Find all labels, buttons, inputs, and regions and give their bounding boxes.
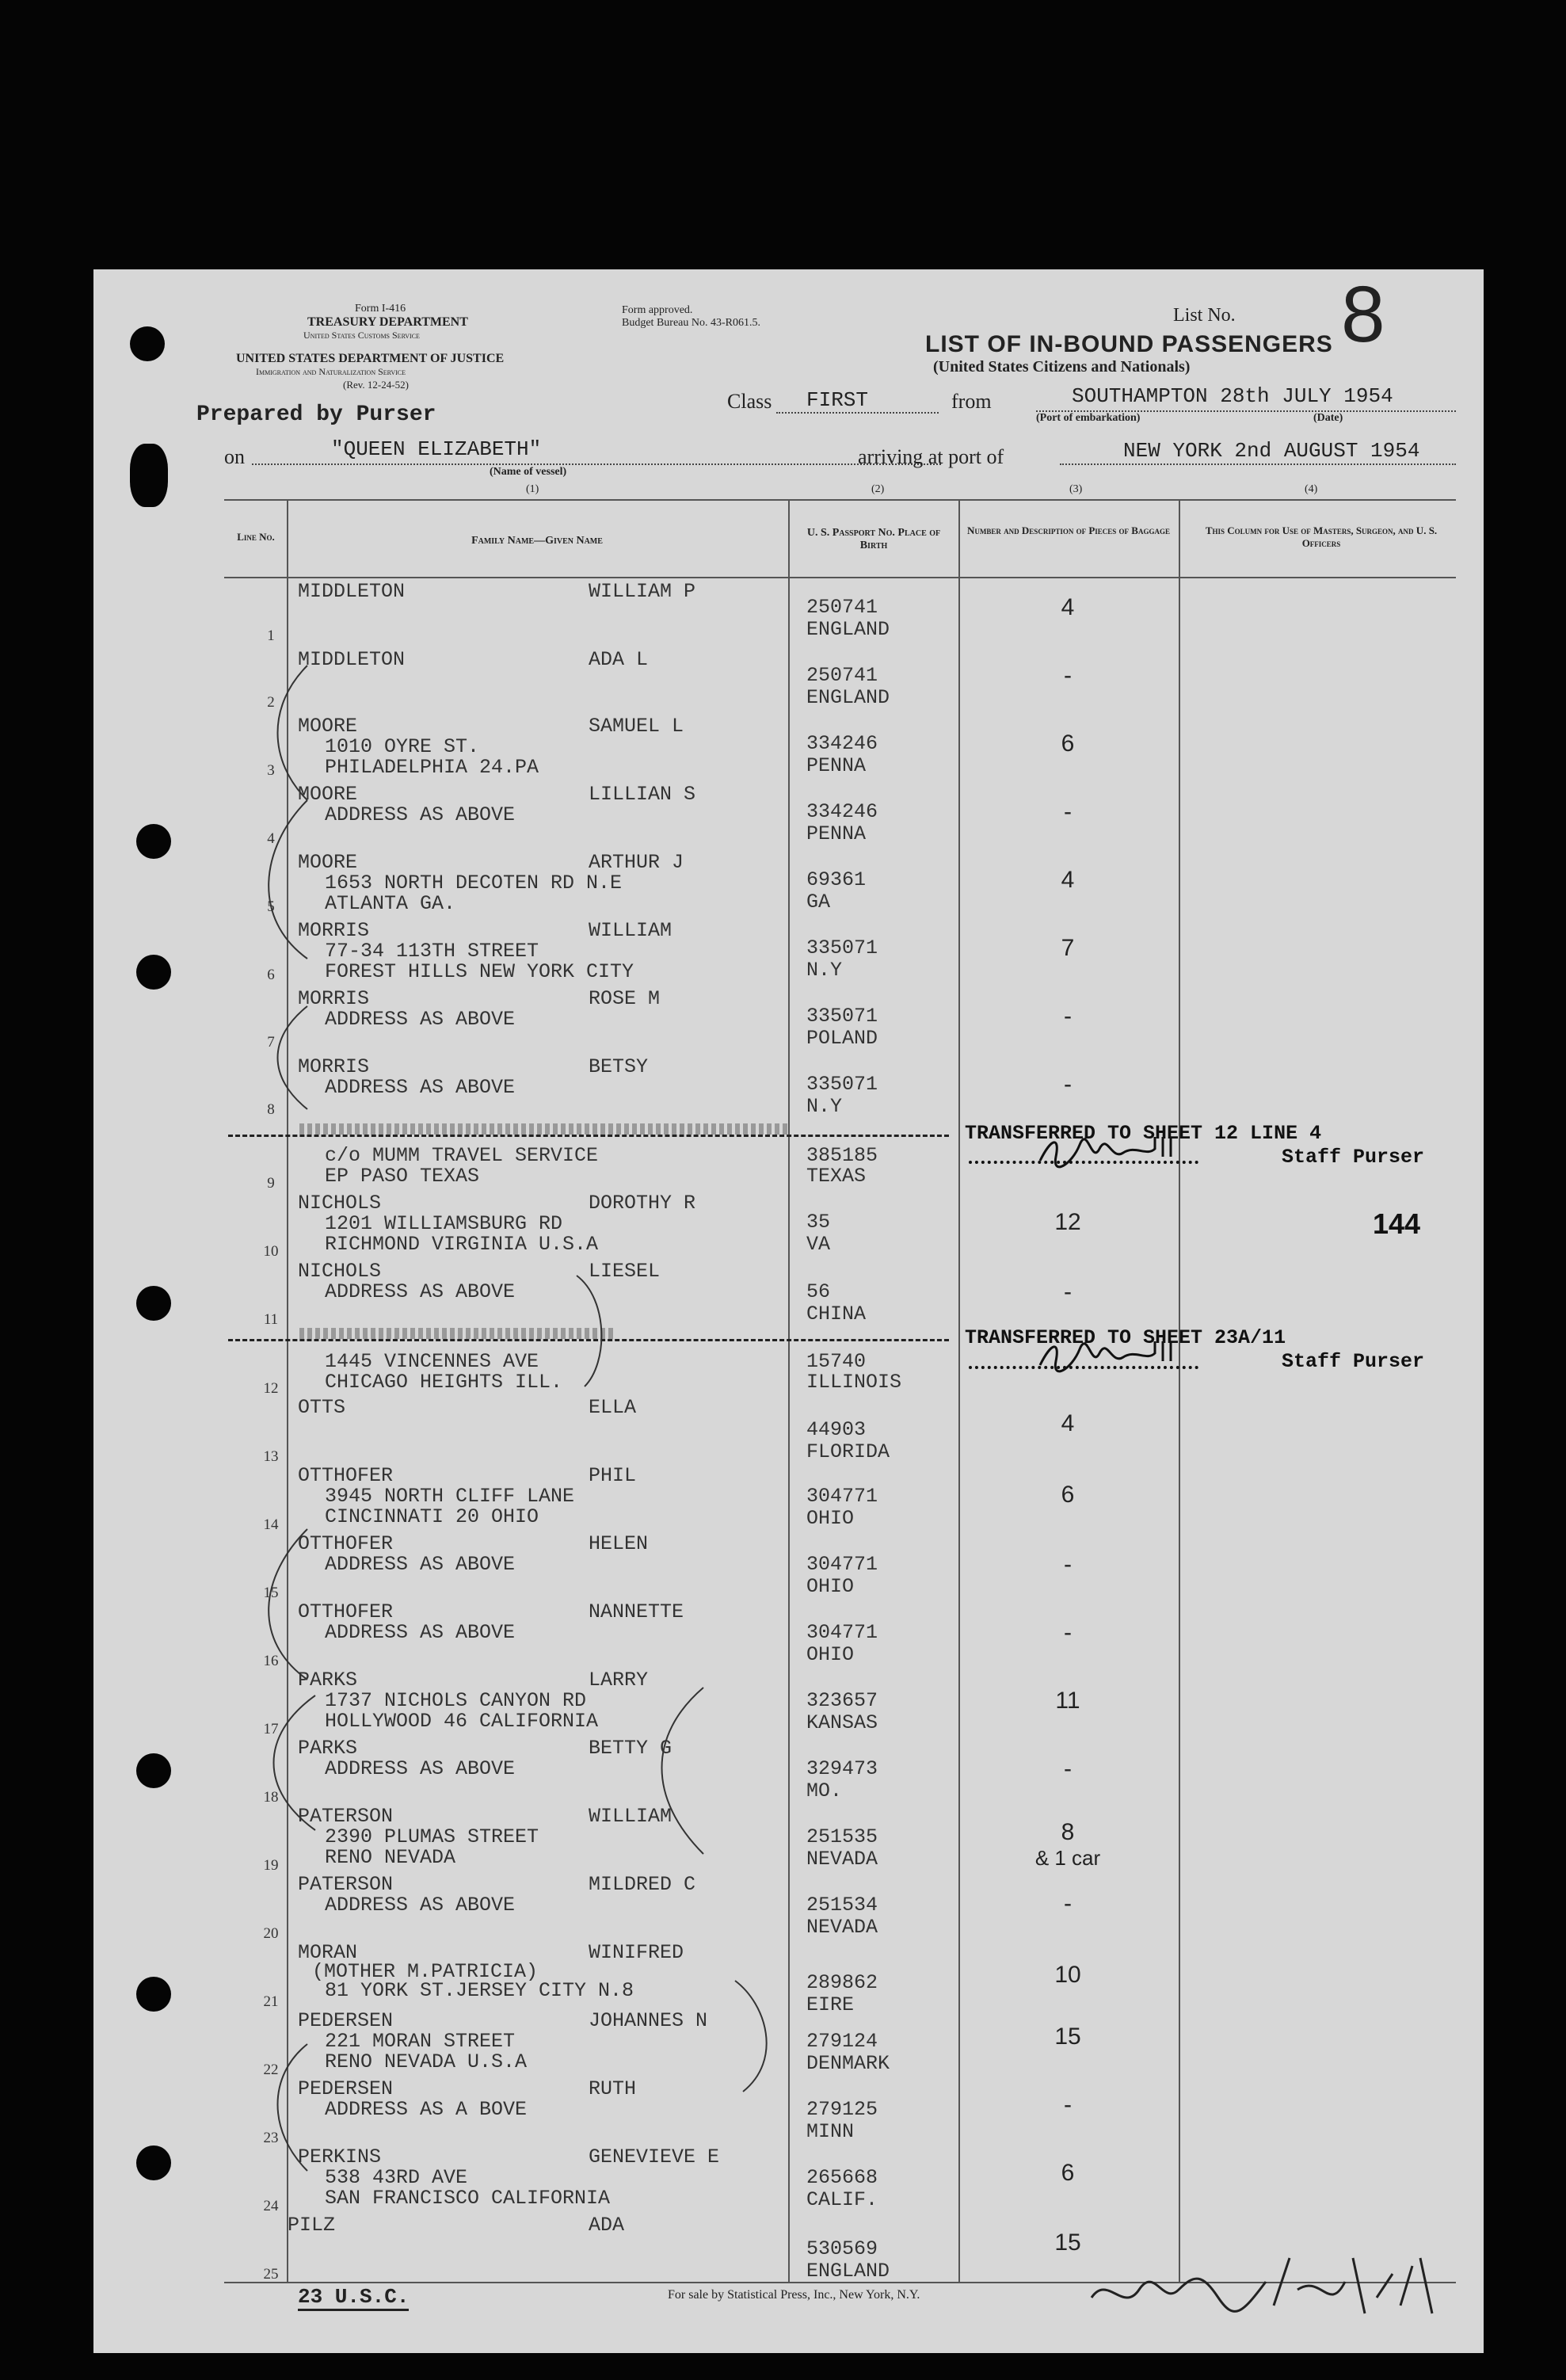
given-name: WILLIAM P <box>589 580 696 603</box>
passport-number: 304771 <box>806 1621 878 1644</box>
place-of-birth: EIRE <box>806 1993 855 2016</box>
transfer-note: TRANSFERRED TO SHEET 23A/11 <box>965 1326 1286 1349</box>
on-label: on <box>224 445 245 468</box>
family-name: MIDDLETON <box>298 580 406 603</box>
family-name: MORRIS <box>298 987 370 1010</box>
place-of-birth: OHIO <box>806 1643 855 1666</box>
place-of-birth: PENNA <box>806 754 867 777</box>
passport-number: 251535 <box>806 1825 878 1848</box>
passport-number: 44903 <box>806 1418 867 1441</box>
place-of-birth: OHIO <box>806 1575 855 1598</box>
place-of-birth: FLORIDA <box>806 1440 890 1463</box>
address-line-1: 221 MORAN STREET <box>325 2030 516 2053</box>
baggage-count: - <box>1064 1890 1072 1917</box>
header-family-name: Family Name—Given Name <box>471 535 603 547</box>
customs-service: United States Customs Service <box>303 330 420 341</box>
binder-hole <box>136 1286 171 1321</box>
line-number: 9 <box>267 1175 275 1192</box>
family-name: PATERSON <box>298 1805 394 1828</box>
col-number-3: (3) <box>1069 483 1083 495</box>
address-line-2: EP PASO TEXAS <box>325 1165 480 1188</box>
revision-date: (Rev. 12-24-52) <box>343 379 409 391</box>
given-name: BETSY <box>589 1055 649 1078</box>
place-of-birth: ENGLAND <box>806 618 890 641</box>
passport-number: 15740 <box>806 1350 867 1373</box>
address-line-1: ADDRESS AS ABOVE <box>325 1621 516 1644</box>
baggage-count: 10 <box>1054 1962 1081 1988</box>
family-name: MOORE <box>298 715 358 738</box>
table-top-rule <box>224 499 1456 501</box>
given-name: LARRY <box>589 1669 649 1692</box>
given-name: ROSE M <box>589 987 661 1010</box>
line-number: 13 <box>263 1448 279 1465</box>
arriving-underline <box>1060 463 1456 465</box>
class-underline <box>776 412 939 414</box>
baggage-count: - <box>1064 1071 1072 1097</box>
place-of-birth: NEVADA <box>806 1916 878 1939</box>
address-line-1: 538 43RD AVE <box>325 2166 468 2189</box>
line-number: 14 <box>263 1516 279 1533</box>
family-name: MIDDLETON <box>298 648 406 671</box>
line-number: 11 <box>263 1311 279 1328</box>
family-name: MOORE <box>298 851 358 874</box>
form-number: Form I-416 <box>355 303 406 315</box>
col-number-1: (1) <box>526 483 539 495</box>
place-of-birth: MINN <box>806 2120 855 2143</box>
header-officers: This Column for Use of Masters, Surgeon, and U. S. Officers <box>1205 524 1438 549</box>
col-number-4: (4) <box>1305 483 1318 495</box>
given-name: BETTY G <box>589 1737 673 1760</box>
address-line-1: ADDRESS AS ABOVE <box>325 1553 516 1576</box>
col-number-2: (2) <box>871 483 885 495</box>
place-of-birth: NEVADA <box>806 1848 878 1871</box>
baggage-count: 6 <box>1061 1482 1075 1508</box>
header-line-no: Line No. <box>237 531 275 543</box>
baggage-count: - <box>1064 1551 1072 1577</box>
address-line-2: CHICAGO HEIGHTS ILL. <box>325 1371 563 1394</box>
passport-number: 279124 <box>806 2030 878 2053</box>
passport-number: 35 <box>806 1211 831 1234</box>
list-no-label: List No. <box>1173 305 1236 326</box>
place-of-birth: GA <box>806 891 831 913</box>
address-line-1: ADDRESS AS ABOVE <box>325 1757 516 1780</box>
baggage-count: - <box>1064 1619 1072 1646</box>
given-name: LILLIAN S <box>589 783 696 806</box>
purser-signature <box>1036 1337 1195 1381</box>
header-baggage: Number and Description of Pieces of Baggage <box>967 524 1170 536</box>
line-number: 3 <box>267 762 275 779</box>
place-of-birth: ENGLAND <box>806 2260 890 2283</box>
baggage-count: 8 <box>1061 1819 1075 1845</box>
line-number: 12 <box>263 1380 279 1397</box>
address-line-1: 77-34 113TH STREET <box>325 940 539 963</box>
address-line-1: 1445 VINCENNES AVE <box>325 1350 539 1373</box>
baggage-count: 12 <box>1054 1209 1081 1235</box>
line-number: 2 <box>267 694 275 711</box>
family-name: PEDERSEN <box>298 2077 394 2100</box>
vessel-caption: (Name of vessel) <box>490 466 567 478</box>
port-embarkation-caption: (Port of embarkation) <box>1036 412 1141 424</box>
baggage-count: - <box>1064 1756 1072 1782</box>
line-number: 20 <box>263 1925 279 1942</box>
baggage-count: - <box>1064 1279 1072 1305</box>
given-name: NANNETTE <box>589 1600 684 1623</box>
line-number: 25 <box>263 2266 279 2283</box>
given-name: MILDRED C <box>589 1873 696 1896</box>
family-name: PERKINS <box>298 2145 382 2168</box>
baggage-count: 4 <box>1061 1410 1075 1436</box>
officer-note: 144 <box>1373 1207 1421 1240</box>
line-number: 17 <box>263 1721 279 1737</box>
class-value: FIRST <box>806 388 869 412</box>
address-line-2: CINCINNATI 20 OHIO <box>325 1505 539 1528</box>
address-line-1: 1010 OYRE ST. <box>325 735 480 758</box>
handwritten-brackets <box>236 586 838 2290</box>
address-line-1: ADDRESS AS ABOVE <box>325 1280 516 1303</box>
address-line-1: ADDRESS AS ABOVE <box>325 1894 516 1917</box>
line-number: 16 <box>263 1653 279 1669</box>
baggage-count: 15 <box>1054 2023 1081 2050</box>
vessel-name: "QUEEN ELIZABETH" <box>331 437 542 461</box>
passport-number: 335071 <box>806 1073 878 1096</box>
staff-purser-label: Staff Purser <box>1282 1146 1425 1169</box>
immigration-service: Immigration and Naturalization Service <box>256 366 406 377</box>
given-name: ADA <box>589 2214 625 2237</box>
given-name: JOHANNES N <box>589 2009 708 2032</box>
passport-number: 265668 <box>806 2166 878 2189</box>
line-number: 19 <box>263 1857 279 1874</box>
header-passport: U. S. Passport No. Place of Birth <box>806 527 941 551</box>
given-name: WILLIAM <box>589 1805 673 1828</box>
address-line-2: ATLANTA GA. <box>325 892 456 915</box>
given-name: HELEN <box>589 1532 649 1555</box>
binder-hole <box>136 955 171 990</box>
treasury-department: TREASURY DEPARTMENT <box>307 315 468 329</box>
passport-number: 334246 <box>806 800 878 823</box>
manifest-sheet <box>93 269 1484 2353</box>
document-title: LIST OF IN-BOUND PASSENGERS <box>925 331 1333 357</box>
place-of-birth: ILLINOIS <box>806 1371 902 1394</box>
family-name: NICHOLS <box>298 1192 382 1215</box>
line-number: 5 <box>267 898 275 915</box>
table-header-rule <box>224 577 1456 578</box>
place-of-birth: TEXAS <box>806 1165 867 1188</box>
address-line-2: FOREST HILLS NEW YORK CITY <box>325 960 634 983</box>
family-name: MOORE <box>298 783 358 806</box>
given-name: ELLA <box>589 1396 637 1419</box>
given-name: LIESEL <box>589 1260 661 1283</box>
binder-hole <box>136 1977 171 2012</box>
address-line-1: 1737 NICHOLS CANYON RD <box>325 1689 587 1712</box>
baggage-count: 6 <box>1061 2160 1075 2186</box>
baggage-count: 15 <box>1054 2229 1081 2256</box>
address-line-1: ADDRESS AS ABOVE <box>325 803 516 826</box>
address-line-2: PHILADELPHIA 24.PA <box>325 756 539 779</box>
given-name: GENEVIEVE E <box>589 2145 720 2168</box>
line-number: 4 <box>267 830 275 847</box>
place-of-birth: CHINA <box>806 1303 867 1325</box>
form-approved: Form approved. <box>622 304 693 316</box>
address-line-1: 3945 NORTH CLIFF LANE <box>325 1485 575 1508</box>
address-line-2: RENO NEVADA <box>325 1846 456 1869</box>
address-line-2: SAN FRANCISCO CALIFORNIA <box>325 2187 611 2210</box>
address-line-2: RENO NEVADA U.S.A <box>325 2050 528 2073</box>
address-line-2: RICHMOND VIRGINIA U.S.A <box>325 1233 599 1256</box>
passport-number: 56 <box>806 1280 831 1303</box>
justice-department: UNITED STATES DEPARTMENT OF JUSTICE <box>236 352 505 365</box>
baggage-count: 4 <box>1061 594 1075 620</box>
passport-number: 385185 <box>806 1144 878 1167</box>
place-of-birth: OHIO <box>806 1507 855 1530</box>
address-line-1: ADDRESS AS A BOVE <box>325 2098 528 2121</box>
document-subtitle: (United States Citizens and Nationals) <box>933 358 1191 376</box>
col-baggage-divider <box>1179 499 1180 2282</box>
given-name: WILLIAM <box>589 919 673 942</box>
line-number: 23 <box>263 2130 279 2146</box>
passport-number: 329473 <box>806 1757 878 1780</box>
place-of-birth: PENNA <box>806 822 867 845</box>
passport-number: 250741 <box>806 596 878 619</box>
passport-number: 289862 <box>806 1971 878 1994</box>
col-passport-divider <box>958 499 960 2282</box>
baggage-count: 4 <box>1061 867 1075 893</box>
family-name: MORAN <box>298 1941 358 1964</box>
family-name: OTTHOFER <box>298 1532 394 1555</box>
line-number: 1 <box>267 627 275 644</box>
given-name: RUTH <box>589 2077 637 2100</box>
family-name: OTTHOFER <box>298 1464 394 1487</box>
embarkation-value: SOUTHAMPTON 28th JULY 1954 <box>1072 384 1393 408</box>
staff-purser-label: Staff Purser <box>1282 1350 1425 1373</box>
address-line-1: 2390 PLUMAS STREET <box>325 1825 539 1848</box>
baggage-count: 6 <box>1061 730 1075 757</box>
purser-signature <box>1036 1133 1195 1180</box>
line-number: 21 <box>263 1993 279 2010</box>
baggage-extra: & 1 car <box>1034 1846 1101 1870</box>
family-name: MORRIS <box>298 919 370 942</box>
budget-bureau: Budget Bureau No. 43-R061.5. <box>622 317 760 329</box>
address-line-2: 81 YORK ST.JERSEY CITY N.8 <box>325 1979 634 2002</box>
printer-credit: For sale by Statistical Press, Inc., New York, N.Y. <box>668 2288 920 2302</box>
line-number: 15 <box>263 1585 279 1601</box>
place-of-birth: N.Y <box>806 1095 843 1118</box>
passport-number: 334246 <box>806 732 878 755</box>
address-line-1: (MOTHER M.PATRICIA) <box>312 1960 539 1983</box>
address-line-1: c/o MUMM TRAVEL SERVICE <box>325 1144 599 1167</box>
place-of-birth: KANSAS <box>806 1711 878 1734</box>
address-line-1: 1653 NORTH DECOTEN RD N.E <box>325 872 623 894</box>
place-of-birth: MO. <box>806 1779 843 1802</box>
family-name: MORRIS <box>298 1055 370 1078</box>
passport-number: 69361 <box>806 868 867 891</box>
prepared-by-purser: Prepared by Purser <box>196 402 436 427</box>
line-number: 22 <box>263 2062 279 2078</box>
line-number: 8 <box>267 1101 275 1118</box>
passport-number: 323657 <box>806 1689 878 1712</box>
passport-number: 251534 <box>806 1894 878 1917</box>
baggage-count: 7 <box>1061 935 1075 961</box>
usc-reference: 23 U.S.C. <box>298 2285 409 2311</box>
address-line-1: 1201 WILLIAMSBURG RD <box>325 1212 563 1235</box>
address-line-1: ADDRESS AS ABOVE <box>325 1008 516 1031</box>
passport-number: 250741 <box>806 664 878 687</box>
family-name: PEDERSEN <box>298 2009 394 2032</box>
place-of-birth: VA <box>806 1233 831 1256</box>
place-of-birth: ENGLAND <box>806 686 890 709</box>
address-line-1: ADDRESS AS ABOVE <box>325 1076 516 1099</box>
place-of-birth: N.Y <box>806 959 843 982</box>
baggage-count: - <box>1064 1003 1072 1029</box>
place-of-birth: DENMARK <box>806 2052 890 2075</box>
given-name: WINIFRED <box>589 1941 684 1964</box>
arriving-label: arriving at port of <box>858 445 1004 468</box>
passport-number: 530569 <box>806 2237 878 2260</box>
given-name: ARTHUR J <box>589 851 684 874</box>
family-name: PILZ <box>288 2214 336 2237</box>
family-name: PARKS <box>298 1669 358 1692</box>
place-of-birth: POLAND <box>806 1027 878 1050</box>
family-name: PATERSON <box>298 1873 394 1896</box>
family-name: OTTHOFER <box>298 1600 394 1623</box>
class-label: Class <box>727 390 772 413</box>
baggage-count: - <box>1064 799 1072 825</box>
passport-number: 335071 <box>806 936 878 959</box>
binder-hole <box>136 2145 171 2180</box>
family-name: PARKS <box>298 1737 358 1760</box>
date-caption: (Date) <box>1313 412 1343 424</box>
given-name: DOROTHY R <box>589 1192 696 1215</box>
list-no-value: 8 <box>1341 270 1385 359</box>
vessel-underline <box>252 463 941 465</box>
family-name: NICHOLS <box>298 1260 382 1283</box>
passport-number: 304771 <box>806 1485 878 1508</box>
baggage-count: - <box>1064 2092 1072 2118</box>
binder-hole <box>130 444 168 507</box>
baggage-count: - <box>1064 662 1072 688</box>
binder-hole <box>136 1753 171 1788</box>
passport-number: 335071 <box>806 1005 878 1028</box>
passport-number: 279125 <box>806 2098 878 2121</box>
baggage-count: 11 <box>1055 1688 1080 1714</box>
passport-number: 304771 <box>806 1553 878 1576</box>
arrival-port-value: NEW YORK 2nd AUGUST 1954 <box>1123 439 1420 463</box>
given-name: SAMUEL L <box>589 715 684 738</box>
from-label: from <box>951 390 992 413</box>
line-number: 7 <box>267 1034 275 1051</box>
transfer-note: TRANSFERRED TO SHEET 12 LINE 4 <box>965 1122 1322 1145</box>
place-of-birth: CALIF. <box>806 2188 878 2211</box>
binder-hole <box>136 824 171 859</box>
family-name: OTTS <box>298 1396 346 1419</box>
line-number: 6 <box>267 967 275 983</box>
given-name: ADA L <box>589 648 649 671</box>
binder-hole <box>130 326 165 361</box>
given-name: PHIL <box>589 1464 637 1487</box>
line-number: 24 <box>263 2198 279 2214</box>
officer-signature <box>1084 2242 1464 2329</box>
line-number: 18 <box>263 1789 279 1806</box>
line-number: 10 <box>263 1243 279 1260</box>
address-line-2: HOLLYWOOD 46 CALIFORNIA <box>325 1710 599 1733</box>
